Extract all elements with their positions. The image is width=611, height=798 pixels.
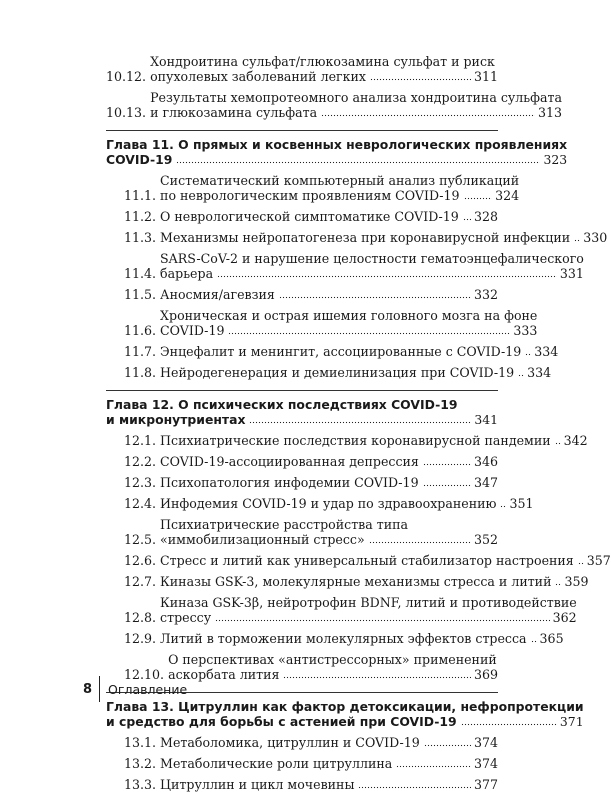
toc-entry-title: Литий в торможении молекулярных эффектов стресса [160,631,527,646]
toc-page-number: 313 [537,105,563,120]
toc-entry-title: Метаболические роли цитруллина [160,756,393,771]
toc-page-number: 359 [564,574,589,589]
toc-entry-number: 12.3. [124,475,157,490]
toc-page-number: 346 [473,454,498,469]
dot-leader [578,562,584,565]
toc-entry[interactable] [106,517,498,547]
dot-leader [518,374,524,377]
dot-leader [531,640,537,643]
toc-page-number: 365 [539,631,564,646]
toc-entry-number: 11.7. [124,344,157,359]
toc-entry[interactable] [106,54,498,84]
toc-page-number: 332 [473,287,498,302]
toc-page-number: 357 [586,553,611,568]
dot-leader [228,332,510,335]
toc-entry[interactable] [106,574,589,589]
toc-entry-number: 13.3. [124,777,157,792]
toc-entry-number: 11.6. [124,323,157,338]
toc-entry-title: по неврологическим проявлениям COVID-19 [160,188,460,203]
dot-leader [283,676,471,679]
toc-entry[interactable] [106,475,498,490]
dot-leader [574,239,580,242]
toc-entry-number: 11.8. [124,365,157,380]
toc-chapter-heading[interactable] [106,397,498,427]
toc-entry-title: Киназы GSK-3, молекулярные механизмы стресса и литий [160,574,552,589]
toc-page-number: 342 [563,433,588,448]
toc-page-number: 374 [473,756,498,771]
toc-entry-title: Глава 11. О прямых и косвенных неврологических проявлениях [106,137,568,152]
dot-leader [424,744,471,747]
toc-entry-number: 12.2. [124,454,157,469]
toc-entry-number: 11.5. [124,287,157,302]
toc-entry-title: опухолевых заболеваний легких [150,69,367,84]
toc-entry-title: и средство для борьбы с астенией при COVID-19 [106,714,457,729]
toc-page-number: 371 [559,714,584,729]
toc-entry-title: Инфодемия COVID-19 и удар по здравоохранению [160,496,497,511]
toc-entry[interactable] [106,756,498,771]
toc-entry-title: стрессу [160,610,212,625]
toc-entry-title: Аносмия/агевзия [160,287,275,302]
toc-entry-title: Нейродегенерация и демиелинизация при COVID-19 [160,365,515,380]
toc-entry-number: 11.3. [124,230,157,245]
toc-page-number: 333 [513,323,538,338]
toc-entry-number: 12.10. [124,667,165,682]
dot-leader [463,218,471,221]
toc-entry-number: 10.12. [106,69,147,84]
toc-entry-title: барьера [160,266,214,281]
footer-section-title: Оглавление [108,681,188,697]
dot-leader [358,786,470,789]
toc-entry-title: Хондроитина сульфат/глюкозамина сульфат и риск [150,54,495,69]
toc-entry-title: Глава 13. Цитруллин как фактор детоксикации, нефропротекции [106,699,584,714]
toc-entry-title: «иммобилизационный стресс» [160,532,365,547]
toc-entry-number: 10.13. [106,105,147,120]
toc-entry-title: COVID-19-ассоциированная депрессия [160,454,419,469]
toc-entry-title: Психопатология инфодемии COVID-19 [160,475,419,490]
toc-entry-number: 11.1. [124,188,157,203]
toc-page-number: 330 [583,230,608,245]
dot-leader [461,723,557,726]
dot-leader [555,583,561,586]
toc-entry[interactable] [106,173,520,203]
toc-entry-number: 12.7. [124,574,157,589]
toc-page-number: 369 [473,667,498,682]
toc-entry-title: Энцефалит и менингит, ассоциированные с COVID-19 [160,344,522,359]
toc-entry-number: 12.4. [124,496,157,511]
toc-entry-title: Цитруллин и цикл мочевины [160,777,355,792]
dot-leader [555,442,561,445]
dot-leader [423,484,471,487]
toc-entry[interactable] [106,777,498,792]
toc-entry-title: аскорбата лития [168,667,280,682]
toc-entry[interactable] [106,595,577,625]
toc-page-number: 377 [473,777,498,792]
toc-page-number: 341 [474,412,498,427]
toc-page-number: 362 [552,610,577,625]
toc-entry-title: Результаты хемопротеомного анализа хондроитина сульфата [150,90,563,105]
chapter-separator-rule [106,130,498,131]
toc-page-number: 334 [534,344,559,359]
toc-entry[interactable] [106,251,584,281]
toc-entry-number: 11.2. [124,209,157,224]
toc-page-number: 311 [473,69,498,84]
toc-entry-title: О перспективах «антистрессорных» применений [168,652,497,667]
toc-entry-number: 12.9. [124,631,157,646]
footer-page-number: 8 [83,681,93,697]
toc-entry-title: О неврологической симптоматике COVID-19 [160,209,459,224]
toc-entry[interactable] [106,90,563,120]
toc-entry-title: Стресс и литий как универсальный стабилизатор настроения [160,553,574,568]
toc-entry[interactable] [106,209,498,224]
toc-entry-title: Киназа GSK-3β, нейротрофин BDNF, литий и противодействие [160,595,577,610]
toc-entry[interactable] [106,344,559,359]
toc-page-number: 328 [473,209,498,224]
dot-leader [217,275,557,278]
toc-entry-title: Психиатрические расстройства типа [160,517,409,532]
toc-entry[interactable] [106,365,552,380]
dot-leader [249,421,471,424]
toc-page-number: 334 [527,365,552,380]
toc-page-number: 351 [509,496,534,511]
toc-page-number: 323 [543,152,568,167]
toc-entry[interactable] [106,230,608,245]
toc-entry-number: 13.1. [124,735,157,750]
toc-entry[interactable] [106,287,498,302]
toc-entry[interactable] [106,631,564,646]
toc-entry[interactable] [106,735,498,750]
toc-entry-title: Механизмы нейропатогенеза при коронавирусной инфекции [160,230,571,245]
dot-leader [369,541,471,544]
dot-leader [176,161,540,164]
toc-entry-number: 13.2. [124,756,157,771]
toc-entry-title: COVID-19 [106,152,173,167]
toc-entry[interactable] [106,433,588,448]
chapter-separator-rule [106,390,498,391]
toc-entry-number: 11.4. [124,266,157,281]
toc-entry-title: Метаболомика, цитруллин и COVID-19 [160,735,420,750]
toc-entry[interactable] [106,553,611,568]
toc-chapter-heading[interactable] [106,137,568,167]
toc-page-number: 374 [473,735,498,750]
dot-leader [279,296,471,299]
toc-page-number: 324 [495,188,520,203]
dot-leader [423,463,471,466]
dot-leader [370,78,471,81]
toc-entry[interactable] [106,308,538,338]
toc-entry-title: Систематический компьютерный анализ публикаций [160,173,520,188]
toc-entry-number: 12.8. [124,610,157,625]
toc-page-number: 331 [559,266,584,281]
dot-leader [396,765,471,768]
toc-entry-title: и микронутриентах [106,412,246,427]
dot-leader [525,353,531,356]
dot-leader [500,505,506,508]
dot-leader [215,619,550,622]
toc-entry-number: 12.1. [124,433,157,448]
dot-leader [321,114,535,117]
toc-entry-title: и глюкозамина сульфата [150,105,318,120]
toc-chapter-heading[interactable] [106,699,584,729]
toc-entry-number: 12.5. [124,532,157,547]
toc-entry-title: Хроническая и острая ишемия головного мозга на фоне [160,308,538,323]
toc-entry-title: SARS-CoV-2 и нарушение целостности гематоэнцефалического [160,251,584,266]
toc-entry-number: 12.6. [124,553,157,568]
toc-page-number: 352 [473,532,498,547]
toc-entry[interactable] [106,496,534,511]
dot-leader [464,197,493,200]
toc-entry-title: Глава 12. О психических последствиях COVID-19 [106,397,458,412]
toc-page-number: 347 [473,475,498,490]
toc-entry-title: COVID-19 [160,323,225,338]
toc-entry-title: Психиатрические последствия коронавирусной пандемии [160,433,551,448]
page-footer [83,676,187,702]
toc-entry[interactable] [106,454,498,469]
